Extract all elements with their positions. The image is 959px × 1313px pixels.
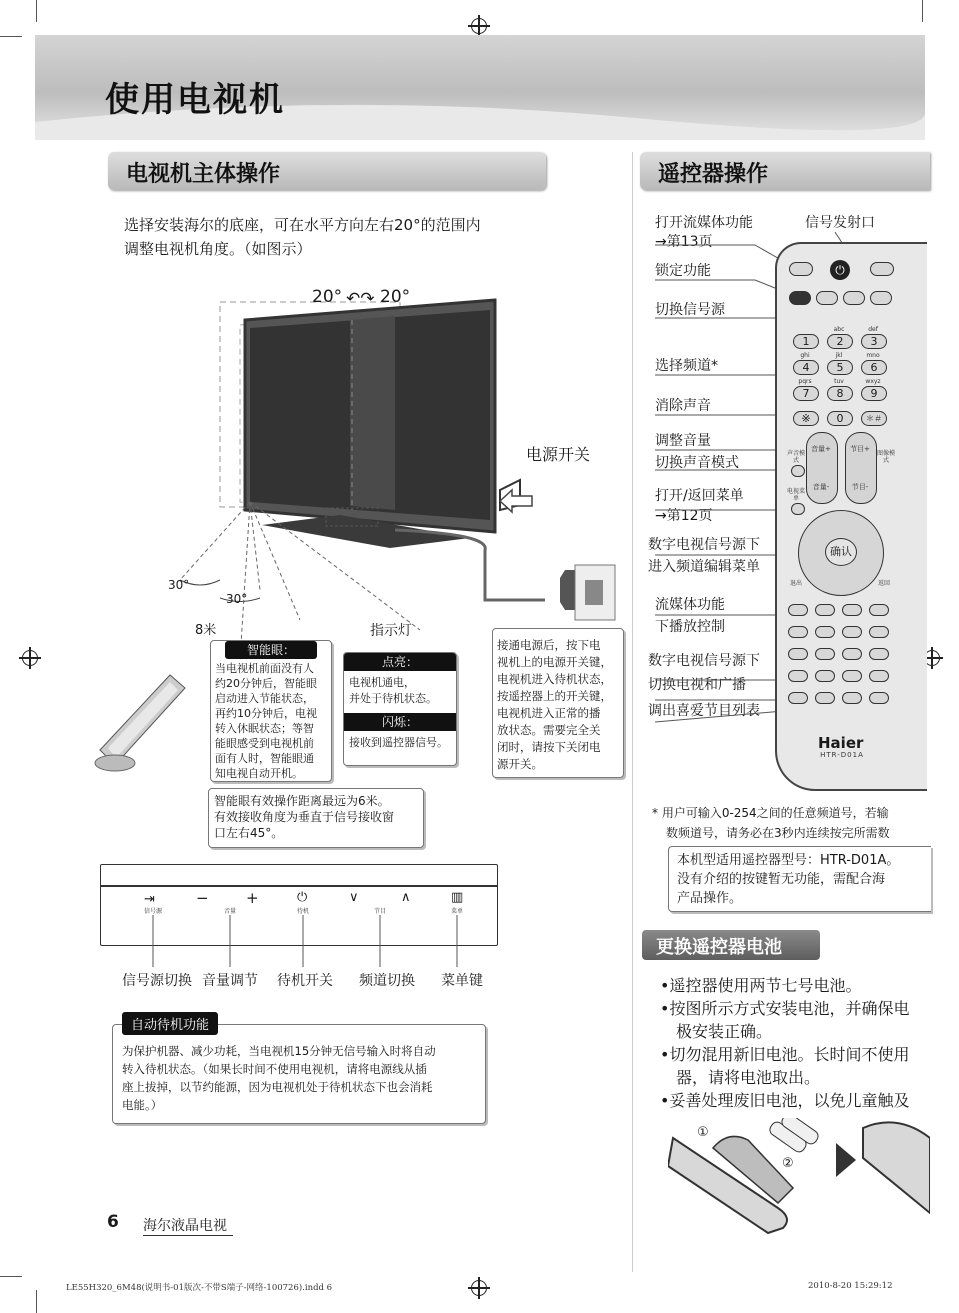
remote-vol-plus[interactable]: 音量+ — [811, 445, 831, 453]
panel-small-label: 待机 — [296, 908, 309, 915]
panel-small-label: 菜单 — [450, 908, 463, 915]
remote-exit-label: 退出 — [789, 580, 802, 587]
crop-mark — [922, 0, 923, 22]
power-note-line: 放状态。需要完全关 — [497, 723, 601, 737]
remote-sound-mode-button[interactable] — [791, 465, 805, 477]
remote-letters: pqrs — [798, 378, 812, 385]
smart-eye-line: 知电视自动开机。 — [215, 767, 303, 780]
battery-step-2: ② — [782, 1156, 794, 1171]
remote-digit-8[interactable]: 8 — [827, 386, 853, 401]
remote-func-button[interactable] — [843, 291, 865, 305]
model-box — [668, 846, 931, 912]
remote-label: 打开流媒体功能 — [655, 215, 753, 231]
remote-media-button[interactable] — [788, 648, 808, 660]
power-note-line: 接通电源后，按下电 — [497, 638, 601, 652]
model-box-line: 产品操作。 — [677, 891, 743, 906]
remote-top-left-button[interactable] — [789, 262, 813, 276]
power-note-box — [492, 628, 624, 778]
remote-digit-6[interactable]: 6 — [861, 360, 887, 375]
remote-label: 打开/返回菜单 — [655, 488, 744, 504]
remote-digit-2[interactable]: 2 — [827, 334, 853, 349]
panel-leader-lines — [100, 915, 496, 970]
auto-standby-title: 自动待机功能 — [122, 1012, 218, 1035]
power-note-line: 源开关。 — [497, 757, 543, 771]
smart-eye-line: 转入休眠状态；等智 — [215, 722, 314, 735]
remote-label: 数字电视信号源下 — [648, 537, 760, 553]
remote-ch-plus[interactable]: 节目+ — [850, 445, 870, 453]
remote-label: 数字电视信号源下 — [648, 653, 760, 669]
section-title-remote: 遥控器操作 — [658, 162, 769, 187]
remote-image-mode: 图像模式 — [876, 450, 895, 464]
registration-mark-icon — [471, 18, 487, 34]
remote-lock-button[interactable] — [789, 291, 811, 305]
remote-digit-9[interactable]: 9 — [861, 386, 887, 401]
panel-caption: 音量调节 — [202, 973, 258, 989]
battery-step-1: ① — [697, 1125, 709, 1140]
crop-mark — [36, 1290, 37, 1313]
remote-label: 切换电视和广播 — [648, 677, 746, 693]
indicator-label: 指示灯 — [370, 623, 412, 639]
range-line: 有效接收角度为垂直于信号接收窗 — [214, 810, 395, 824]
smart-eye-line: 面有人时，智能眼通 — [215, 752, 314, 765]
power-note-line: 电视机进入待机状态， — [497, 672, 612, 686]
signal-emitter-label: 信号发射口 — [805, 215, 875, 231]
channel-up-key[interactable]: ∧ — [401, 890, 411, 905]
remote-letters: mno — [866, 352, 880, 359]
angle-left-label: 20° — [312, 287, 343, 307]
panel-caption: 频道切换 — [359, 973, 415, 989]
arrow-left-icon — [498, 488, 534, 514]
auto-standby-line: 转入待机状态。（如果长时间不使用电视机，请将电源线从插 — [122, 1062, 427, 1076]
remote-letters: tuv — [834, 378, 844, 385]
page-number: 6 — [107, 1212, 119, 1232]
source-key-icon[interactable]: ⇥ — [144, 892, 155, 907]
indicator-box — [343, 652, 457, 766]
column-separator — [632, 152, 633, 1272]
page-title: 使用电视机 — [105, 80, 285, 120]
remote-digit-7[interactable]: 7 — [793, 386, 819, 401]
distance-label: 8米 — [195, 623, 217, 638]
auto-standby-line: 为保护机器、减少功耗，当电视机15分钟无信号输入时将自动 — [122, 1044, 436, 1058]
panel-small-label: 信号源 — [143, 908, 162, 915]
remote-label: 进入频道编辑菜单 — [648, 559, 760, 575]
remote-media-button[interactable] — [869, 648, 889, 660]
remote-media-button[interactable] — [815, 692, 835, 704]
battery-bullets — [660, 974, 928, 1112]
remote-label: 切换声音模式 — [655, 455, 739, 471]
volume-minus-key[interactable]: − — [196, 889, 209, 907]
remote-media-button[interactable] — [815, 670, 835, 682]
smart-eye-line: 能眼感受到电视机前 — [215, 737, 314, 750]
battery-bullet: 器，请将电池取出。 — [676, 1068, 821, 1087]
remote-letters: abc — [833, 326, 845, 333]
remote-media-button[interactable] — [788, 626, 808, 638]
remote-media-button[interactable] — [842, 626, 862, 638]
remote-label: 流媒体功能 — [655, 597, 725, 613]
remote-letters: ghi — [800, 352, 810, 359]
remote-label: →第13页 — [655, 234, 713, 250]
power-switch-label: 电源开关 — [526, 445, 591, 464]
intro-line-1: 选择安装海尔的底座，可在水平方向左右20°的范围内 — [124, 216, 481, 234]
battery-bullet: •切勿混用新旧电池。长时间不使用 — [660, 1045, 910, 1064]
remote-label: 锁定功能 — [655, 263, 711, 279]
remote-media-button[interactable] — [869, 670, 889, 682]
smart-eye-line: 当电视机前面没有人 — [215, 662, 314, 675]
angle-30b-label: 30° — [226, 592, 248, 606]
remote-label: 调出喜爱节目列表 — [648, 703, 760, 719]
remote-label: 调整音量 — [655, 433, 711, 449]
light-on-line: 电视机通电， — [349, 676, 415, 689]
remote-back-label: 返回 — [877, 580, 890, 587]
auto-standby-body — [122, 1042, 482, 1114]
remote-power-icon[interactable]: ⏻ — [830, 260, 850, 280]
smart-eye-line: 约20分钟后，智能眼 — [215, 677, 317, 690]
remote-digit-0[interactable]: 0 — [827, 411, 853, 426]
footnote-line: * 用户可输入0-254之间的任意频道号，若输 — [652, 806, 889, 820]
footnote — [652, 803, 922, 843]
remote-menu-label: 电视菜单 — [786, 488, 805, 502]
angle-30a-label: 30° — [168, 578, 190, 592]
remote-media-buttons — [788, 604, 893, 722]
remote-media-button[interactable] — [869, 604, 889, 616]
channel-down-key[interactable]: ∨ — [349, 890, 359, 905]
file-name: LE55H320_6M48(说明书-01版次-不带S端子-网络-100726).indd 6 — [66, 1283, 333, 1293]
remote-star-button[interactable]: ＊＃ — [861, 411, 887, 426]
crop-mark — [0, 1276, 22, 1277]
rotate-arrows-icon: ↶↷ — [346, 289, 375, 309]
remote-digit-5[interactable]: 5 — [827, 360, 853, 375]
crop-mark — [0, 36, 22, 37]
remote-vol-rocker — [806, 432, 838, 504]
crop-mark — [36, 0, 37, 22]
remote-media-button[interactable] — [869, 692, 889, 704]
model-box-line: 本机型适用遥控器型号：HTR-D01A。 — [677, 853, 900, 868]
remote-letters: wxyz — [865, 378, 881, 385]
registration-mark-icon — [22, 650, 38, 666]
remote-sound-mode: 声音模式 — [786, 450, 805, 464]
remote-media-button[interactable] — [842, 670, 862, 682]
range-line: 智能眼有效操作距离最远为6米。 — [214, 794, 390, 808]
remote-media-button[interactable] — [815, 604, 835, 616]
remote-menu-button[interactable] — [791, 503, 805, 515]
remote-letters: def — [868, 326, 878, 333]
smart-eye-line: 再约10分钟后，电视 — [215, 707, 317, 720]
smart-eye-title: 智能眼： — [225, 641, 317, 659]
remote-digit-3[interactable]: 3 — [861, 334, 887, 349]
remote-model-label: HTR-D01A — [820, 751, 864, 759]
panel-caption: 信号源切换 — [122, 973, 192, 989]
footer-brand: 海尔液晶电视 — [143, 1215, 233, 1236]
power-key-icon[interactable]: ⏻ — [297, 890, 308, 905]
timestamp: 2010-8-20 15:29:12 — [808, 1281, 893, 1291]
remote-media-button[interactable] — [788, 604, 808, 616]
remote-ch-rocker — [845, 432, 877, 504]
range-line: 口左右45°。 — [214, 826, 284, 840]
remote-top-right-button[interactable] — [870, 262, 894, 276]
remote-media-button[interactable] — [788, 692, 808, 704]
remote-func-button[interactable] — [816, 291, 838, 305]
power-note-line: 闭时，请按下关闭电 — [497, 740, 601, 754]
remote-mute-button[interactable]: ※ — [793, 411, 819, 426]
smart-eye-box — [210, 640, 332, 782]
power-note-line: 按遥控器上的开关键， — [497, 689, 612, 703]
remote-media-button[interactable] — [815, 648, 835, 660]
remote-label: 消除声音 — [655, 398, 711, 414]
battery-bullet: •遥控器使用两节七号电池。 — [660, 976, 862, 995]
angle-right-label: 20° — [380, 287, 411, 307]
remote-media-button[interactable] — [842, 648, 862, 660]
power-note-line: 电视机进入正常的播 — [497, 706, 601, 720]
remote-label: 切换信号源 — [655, 302, 725, 318]
battery-bullet: 极安装正确。 — [676, 1022, 773, 1041]
remote-media-button[interactable] — [788, 670, 808, 682]
remote-letters: jkl — [835, 352, 843, 359]
volume-plus-key[interactable]: + — [246, 889, 259, 907]
section-title-tv: 电视机主体操作 — [126, 162, 281, 187]
menu-key-icon[interactable]: ▥ — [451, 890, 464, 905]
light-flash-line: 接收到遥控器信号。 — [349, 736, 448, 749]
remote-func-button[interactable] — [870, 291, 892, 305]
remote-media-button[interactable] — [869, 626, 889, 638]
auto-standby-line: 电能。） — [122, 1098, 163, 1112]
registration-mark-icon — [471, 1280, 487, 1296]
auto-standby-line: 座上拔掉，以节约能源，因为电视机处于待机状态下也会消耗 — [122, 1080, 433, 1094]
panel-caption: 菜单键 — [441, 973, 483, 989]
remote-digit-1[interactable]: 1 — [793, 334, 819, 349]
remote-brand-logo: Haier — [818, 734, 864, 752]
remote-vol-minus[interactable]: 音量- — [812, 483, 830, 491]
battery-bullet: •妥善处理废旧电池，以免儿童触及 — [660, 1091, 910, 1110]
remote-ch-minus[interactable]: 节目- — [851, 483, 869, 491]
model-box-line: 没有介绍的按键暂无功能，需配合海 — [677, 872, 886, 887]
panel-small-label: 节目 — [373, 908, 386, 915]
power-note-line: 视机上的电源开关键， — [497, 655, 612, 669]
remote-label: 下播放控制 — [655, 619, 725, 635]
panel-small-label: 音量 — [223, 908, 236, 915]
remote-media-button[interactable] — [815, 626, 835, 638]
panel-caption: 待机开关 — [277, 973, 333, 989]
light-on-line: 并处于待机状态。 — [349, 692, 437, 705]
smart-eye-range-box — [208, 788, 424, 848]
remote-media-button[interactable] — [842, 692, 862, 704]
battery-bullet: •按图所示方式安装电池，并确保电 — [660, 999, 910, 1018]
remote-ok-button[interactable]: 确认 — [825, 538, 857, 566]
remote-label: →第12页 — [655, 508, 713, 524]
battery-title: 更换遥控器电池 — [656, 937, 782, 958]
light-on-title: 点亮： — [344, 653, 456, 671]
footnote-line: 数频道号，请务必在3秒内连续按完所需数 — [666, 826, 890, 840]
intro-line-2: 调整电视机角度。（如图示） — [124, 240, 312, 258]
remote-digit-4[interactable]: 4 — [793, 360, 819, 375]
remote-label: 选择频道* — [655, 358, 718, 374]
light-flash-title: 闪烁： — [344, 713, 456, 731]
smart-eye-line: 启动进入节能状态， — [215, 692, 314, 705]
remote-media-button[interactable] — [842, 604, 862, 616]
